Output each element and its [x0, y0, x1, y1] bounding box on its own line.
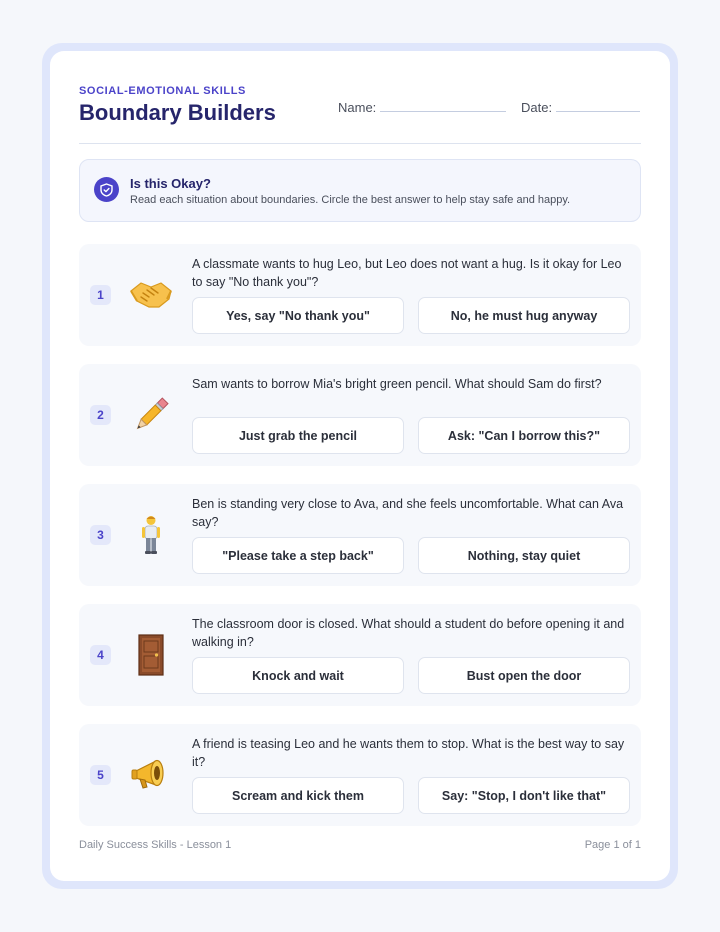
page-title: Boundary Builders [79, 100, 276, 125]
worksheet [50, 51, 670, 881]
date-label: Date: [521, 100, 553, 115]
instructions-text: Read each situation about boundaries. Circle the best answer to help stay safe and happy. [130, 194, 571, 206]
question-number: 1 [90, 285, 111, 305]
question-text: A friend is teasing Leo and he wants them to stop. What is the best way to say it? [192, 737, 625, 769]
answer-option-b[interactable]: Bust open the door [418, 657, 630, 694]
question-card-1 [79, 244, 641, 346]
name-label: Name: [338, 100, 377, 115]
header [79, 85, 641, 145]
question-number: 4 [90, 645, 111, 665]
answer-option-a[interactable]: Scream and kick them [192, 777, 404, 814]
answer-option-b[interactable]: Ask: "Can I borrow this?" [418, 417, 630, 454]
question-card-5 [79, 724, 641, 826]
instructions-title: Is this Okay? [130, 176, 211, 191]
question-number: 3 [90, 525, 111, 545]
megaphone-icon [127, 753, 175, 797]
question-card-4 [79, 604, 641, 706]
answer-option-a[interactable]: "Please take a step back" [192, 537, 404, 574]
footer-lesson: Daily Success Skills - Lesson 1 [79, 839, 232, 851]
question-text: A classmate wants to hug Leo, but Leo does not want a hug. Is it okay for Leo to say "No thank you"? [192, 257, 622, 289]
door-icon [127, 633, 175, 677]
question-text: Sam wants to borrow Mia's bright green pencil. What should Sam do first? [192, 377, 602, 391]
answer-option-b[interactable]: Say: "Stop, I don't like that" [418, 777, 630, 814]
answer-option-b[interactable]: Nothing, stay quiet [418, 537, 630, 574]
answer-option-a[interactable]: Just grab the pencil [192, 417, 404, 454]
shield-check-icon [94, 177, 119, 202]
pencil-icon [127, 393, 175, 437]
subject-kicker: SOCIAL-EMOTIONAL SKILLS [79, 85, 246, 97]
footer-page-number: Page 1 of 1 [584, 839, 641, 851]
question-number: 2 [90, 405, 111, 425]
person-standing-icon [127, 513, 175, 557]
name-field[interactable] [338, 100, 506, 115]
instructions-box [79, 159, 641, 222]
question-card-2 [79, 364, 641, 466]
name-line[interactable] [380, 111, 506, 112]
answer-option-a[interactable]: Knock and wait [192, 657, 404, 694]
handshake-icon [127, 273, 175, 317]
answer-option-a[interactable]: Yes, say "No thank you" [192, 297, 404, 334]
answer-option-b[interactable]: No, he must hug anyway [418, 297, 630, 334]
header-divider [79, 143, 641, 144]
date-line[interactable] [556, 111, 640, 112]
question-card-3 [79, 484, 641, 586]
question-number: 5 [90, 765, 111, 785]
date-field[interactable] [521, 100, 640, 115]
question-text: The classroom door is closed. What should a student do before opening it and walking in? [192, 617, 625, 649]
question-text: Ben is standing very close to Ava, and she feels uncomfortable. What can Ava say? [192, 497, 624, 529]
